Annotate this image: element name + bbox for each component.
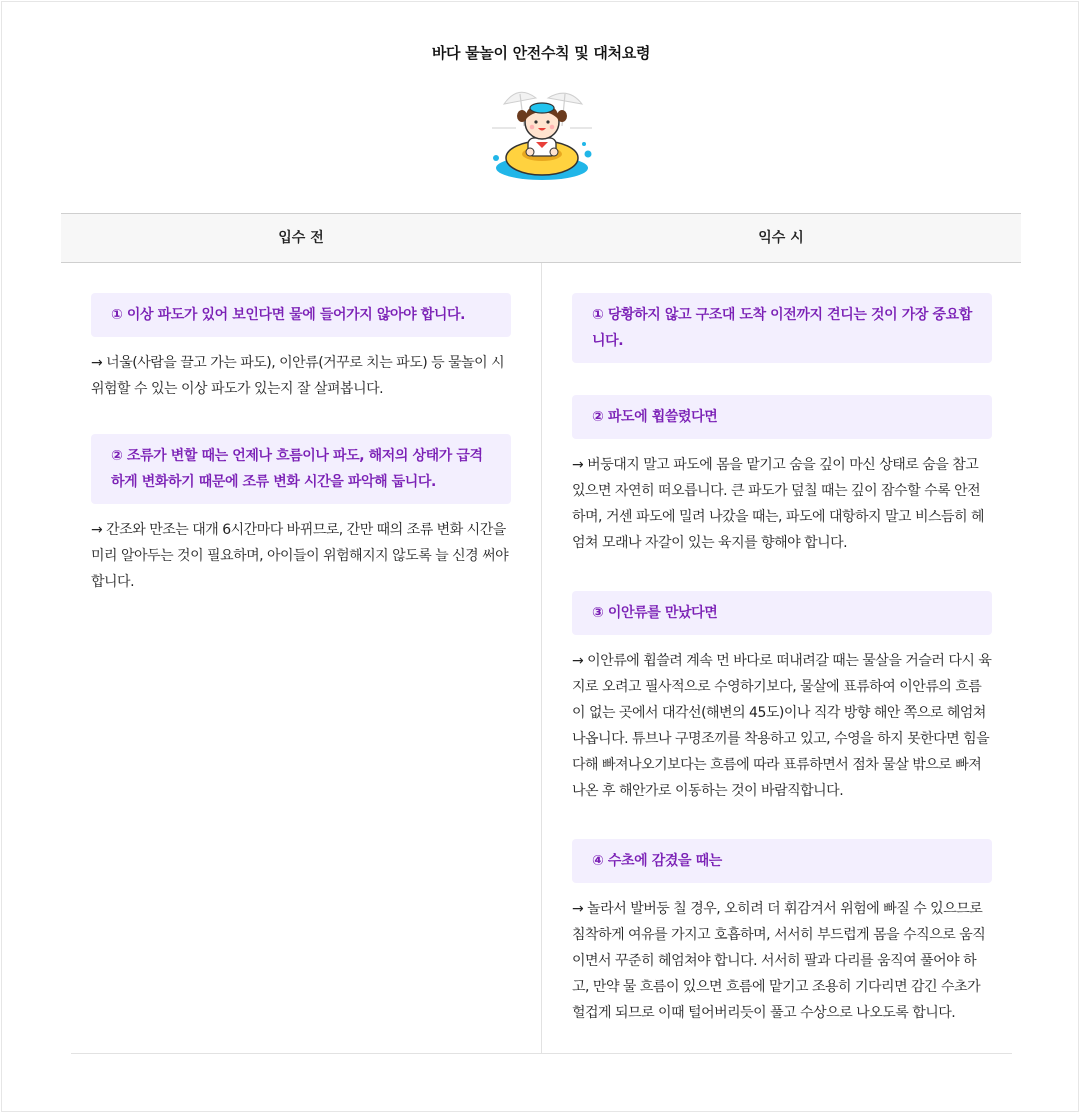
during-tip-3-heading: ③ 이안류를 만났다면 bbox=[572, 591, 992, 635]
before-tip-1-heading: ① 이상 파도가 있어 보인다면 물에 들어가지 않아야 합니다. bbox=[91, 293, 511, 337]
table-bottom-border bbox=[71, 1053, 1012, 1054]
header-before-entry: 입수 전 bbox=[278, 230, 324, 246]
page-title: 바다 물놀이 안전수칙 및 대처요령 bbox=[431, 44, 651, 62]
drowning-column bbox=[572, 293, 992, 1026]
before-tip-2-heading: ② 조류가 변할 때는 언제나 흐름이나 파도, 해저의 상태가 급격하게 변화하기 때문에 조류 변화 시간을 파악해 둡니다. bbox=[91, 434, 511, 504]
during-tip-2-heading: ② 파도에 휩쓸렸다면 bbox=[572, 395, 992, 439]
table-header bbox=[61, 213, 1021, 263]
child-in-swim-ring-icon bbox=[486, 82, 598, 186]
column-divider bbox=[541, 263, 542, 1053]
during-tip-4-heading: ④ 수초에 감겼을 때는 bbox=[572, 839, 992, 883]
before-entry-column bbox=[91, 293, 511, 595]
during-tip-1-heading: ① 당황하지 않고 구조대 도착 이전까지 견디는 것이 가장 중요합니다. bbox=[572, 293, 992, 363]
before-tip-2-text: → 간조와 만조는 대개 6시간마다 바뀌므로, 간만 때의 조류 변화 시간을 미리 알아두는 것이 필요하며, 아이들이 위험해지지 않도록 늘 신경 써야 합니다. bbox=[91, 522, 509, 590]
header-drowning: 익수 시 bbox=[758, 230, 804, 246]
during-tip-2-text: → 버둥대지 말고 파도에 몸을 맡기고 숨을 깊이 마신 상태로 숨을 참고 있으면 자연히 떠오릅니다. 큰 파도가 덮칠 때는 깊이 잠수할 수록 안전하며, 거센 파도에 밀려 나갔을 때는, 파도에 대항하지 말고 비스듬히 헤엄쳐 모래나 자갈이 있는 육지를 향해야 합니다. bbox=[572, 457, 985, 551]
during-tip-4-text: → 놀라서 발버둥 칠 경우, 오히려 더 휘감겨서 위험에 빠질 수 있으므로 침착하게 여유를 가지고 호흡하며, 서서히 부드럽게 몸을 수직으로 움직이면서 꾸준히 헤엄쳐야 합니다. 서서히 팔과 다리를 움직여 풀어야 하고, 만약 물 흐름이 있으면 흐름에 맡기고 조용히 기다리면 감긴 수초가 헐겁게 되므로 이때 털어버리듯이 풀고 수상으로 나오도록 합니다. bbox=[572, 901, 986, 1021]
before-tip-1-text: → 너울(사람을 끌고 가는 파도), 이안류(거꾸로 치는 파도) 등 물놀이 시 위험할 수 있는 이상 파도가 있는지 잘 살펴봅니다. bbox=[91, 355, 505, 397]
during-tip-3-text: → 이안류에 휩쓸려 계속 먼 바다로 떠내려갈 때는 물살을 거슬러 다시 육지로 오려고 필사적으로 수영하기보다, 물살에 표류하여 이안류의 흐름이 없는 곳에서 대각선(해변의 45도)이나 직각 방향 해안 쪽으로 헤엄쳐 나옵니다. 튜브나 구명조끼를 착용하고 있고, 수영을 하지 못한다면 힘을 다해 빠져나오기보다는 흐름에 따라 표류하면서 점차 물살 밖으로 빠져나온 후 해안가로 이동하는 것이 바람직합니다. bbox=[572, 653, 992, 799]
